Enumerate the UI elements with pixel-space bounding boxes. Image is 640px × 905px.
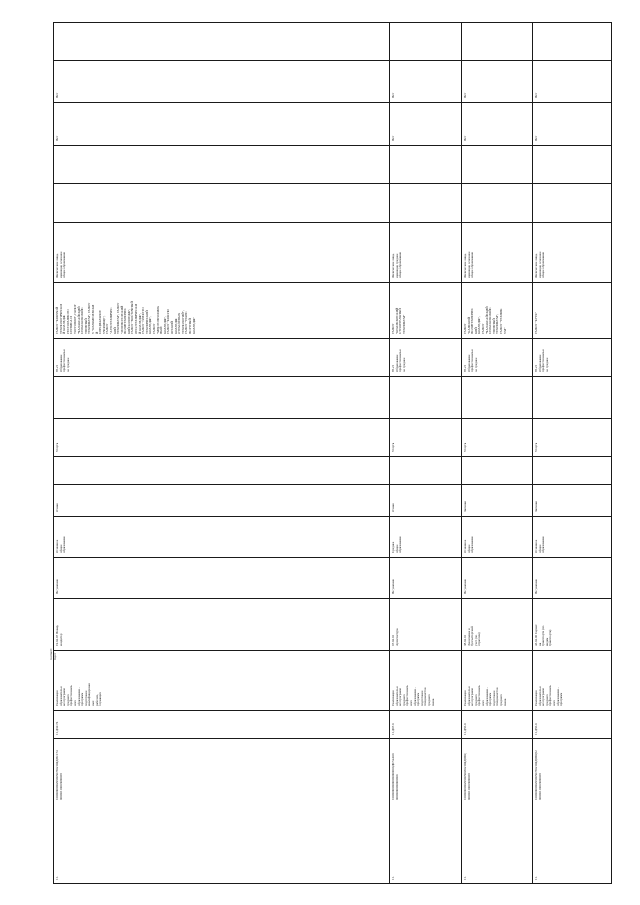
- cell-edu: Не указано: [534, 579, 538, 594]
- col-divider: [53, 484, 612, 485]
- cell-basis: Среднее общее образование: [391, 536, 403, 553]
- cell-type: 85.21 Образование профессиональн ое среднее: [391, 349, 406, 372]
- cell-prof: 19.02.07 Повар, кондитер: [55, 624, 63, 646]
- cell-id: 100000000000000000000Д07АА00 0000000000000000: [391, 753, 399, 800]
- cell-org: ГАПОУ "КРАСНОЯРСКИЙ СТРОИТЕЛЬНЫЙ ТЕХНИКУМ": [391, 307, 406, 334]
- cell-id: 1000000000296005003021ЩД6ВЦ 00000110003090005: [463, 753, 471, 800]
- cell-num: 11.: [391, 876, 395, 880]
- row-divider: [389, 22, 390, 884]
- cell-cat: Физические лица, имеющие среднее общее образование: [391, 251, 403, 278]
- cell-code: 11.Д07.0: [391, 723, 395, 735]
- cell-id: 1000000000296005073021ЩД6ВЦ52 00000110003090005: [534, 750, 542, 800]
- col-divider: [53, 282, 612, 283]
- cell-org: ГАПОУ "КАНСКИЙ ПОЛИТЕХНИЧЕС КИЙ КОЛЛЕДЖ", ГАПОУ "ЧАЛАКСАЙСКИЙ СЕЛЬСКОХОЗЯЙС ТВЕННЫЙ ТЕХНИКУМ", ГАПОУ "ТЕХНИК УМ": [463, 306, 507, 334]
- cell-s2: Нет: [534, 92, 538, 98]
- cell-cat: Физические лица, имеющие основное общее образование: [55, 251, 67, 278]
- cell-type: 85.21 Образование профессиональн ое среднее: [463, 349, 478, 372]
- cell-form: Очная: [391, 503, 395, 512]
- cell-org: ГАПОУ "КГТК": [534, 312, 538, 334]
- col-divider: [53, 222, 612, 223]
- cell-cat: Физические лица, имеющие основное общее образование: [534, 251, 546, 278]
- col-divider: [53, 516, 612, 517]
- cell-desc: Реализация образовательн ых программ среднего профессиональ ного образования - программ подготовки квалифицирован ных рабочих, служащих: [55, 683, 103, 706]
- cell-s1: Нет: [391, 135, 395, 141]
- cell-desc: Реализация образовательн ых программ среднего профессиональ ного образования - программ подготовки специалистов среднего звена: [391, 685, 435, 706]
- cell-s2: Нет: [391, 92, 395, 98]
- cell-service: Услуга: [55, 442, 59, 452]
- cell-edu: Не указано: [391, 579, 395, 594]
- cell-desc: Реализация образовательн ых программ среднего профессиональ ного образования - программ подготовки специалистов среднего звена: [463, 685, 507, 706]
- row-divider: [461, 22, 462, 884]
- cell-prof: 38.02.01 Экономика и бухгалтерский учет (по отраслям): [463, 626, 482, 646]
- cell-basis: Основное общее образование: [534, 536, 546, 553]
- col-divider: [53, 376, 612, 377]
- cell-form: Очная: [55, 503, 59, 512]
- cell-s2: Нет: [55, 92, 59, 98]
- cell-code: 11.Д56.0: [463, 723, 467, 735]
- col-divider: [53, 710, 612, 711]
- col-divider: [53, 418, 612, 419]
- cell-num: 11.: [534, 876, 538, 880]
- cell-form: Заочная: [534, 501, 538, 512]
- table-frame: [53, 22, 612, 884]
- cell-type: 85.21 Образование профессиональн ое среднее: [534, 349, 549, 372]
- cell-s1: Нет: [463, 135, 467, 141]
- cell-code: 11.Д56.0: [534, 723, 538, 735]
- col-divider: [53, 456, 612, 457]
- col-divider: [53, 557, 612, 558]
- cell-s2: Нет: [463, 92, 467, 98]
- cell-service: Услуга: [534, 442, 538, 452]
- col-divider: [53, 183, 612, 184]
- column-top-label: соответс твует: [49, 648, 57, 660]
- cell-type: 85.21 Образование профессиональн ое среднее: [55, 349, 70, 372]
- row-divider: [532, 22, 533, 884]
- cell-s1: Нет: [534, 135, 538, 141]
- cell-basis: Основное общее образование: [55, 536, 67, 553]
- cell-service: Услуга: [463, 442, 467, 452]
- col-divider: [53, 145, 612, 146]
- cell-service: Услуга: [391, 442, 395, 452]
- col-divider: [53, 598, 612, 599]
- cell-num: 11.: [55, 876, 59, 880]
- cell-id: 1000000000296005073021ЩД3Б/174 00000110003090005: [55, 750, 63, 800]
- cell-prof: 07.02.01 Архитектура: [391, 628, 399, 646]
- col-divider: [53, 60, 612, 61]
- cell-basis: Основное общее образование: [463, 536, 475, 553]
- cell-desc: Реализация образовательн ых программ среднего профессиональ ного образования - программ: [534, 685, 564, 706]
- cell-cat: Физические лица, имеющие основное общее образование: [463, 251, 475, 278]
- col-divider: [53, 338, 612, 339]
- cell-edu: Не указано: [463, 579, 467, 594]
- cell-s1: Нет: [55, 135, 59, 141]
- col-divider: [53, 738, 612, 739]
- col-divider: [53, 650, 612, 651]
- cell-prof: 43.02.06 Сервис на транспорте (по видам транспорта): [534, 624, 553, 646]
- cell-org: ГАПОУ "КРАЕВОЙ ТЕХНОЛОГИЧЕСКИ Й КОЛЛЕДЖ РЕСТОРАННОГО СЕРВИСА И ТОРГОВЛИ", ГАПОУ "ЧАЛАКСАЙСКИЙ СЕЛЬСКОХОЗЯЙС ТВЕННЫЙ ТЕХНИКУМ", ГАПОУ У "КЕЛЬМЕЗЕВСКИ Й СПЕЦИАЛЬНОЕ УЧИЛИЩЕ", ГАПОУ "АГРОТЕХНИЧЕС КИЙ ТЕХНИКУМ", ГАПОУ "ЗЕЛЕНОГОРСКИЙ ПОЛИТЕХНИЧЕС КИЙ КОЛЛЕДЖ", ГАПОУ "ВОСТОЧНЫЙ ЛЕСОТЕХНИЧЕСКИ Й КОЛЛЕДЖ", ГАПОУ "ЭЛЕКТРО ТЕХНИЧЕСКИЙ КОЛЛЕДЖ", ГАПОУ "МНОГОПРОФИЛЬ НЫЙ КОЛЛЕДЖ", ГАПОУ "КРАСНО ЯРСКИЙ КОЛЛЕДЖ ОТРАСЛЕВЫХ ТЕХНОЛОГИЙ", ГАПОУ "ТРАНС ПОРТНЫЙ КОЛЛЕДЖ": [55, 301, 196, 334]
- cell-num: 11.: [463, 876, 467, 880]
- cell-edu: Не указано: [55, 579, 59, 594]
- col-divider: [53, 102, 612, 103]
- cell-code: 11.Д32/74: [55, 721, 59, 735]
- cell-form: Заочная: [463, 501, 467, 512]
